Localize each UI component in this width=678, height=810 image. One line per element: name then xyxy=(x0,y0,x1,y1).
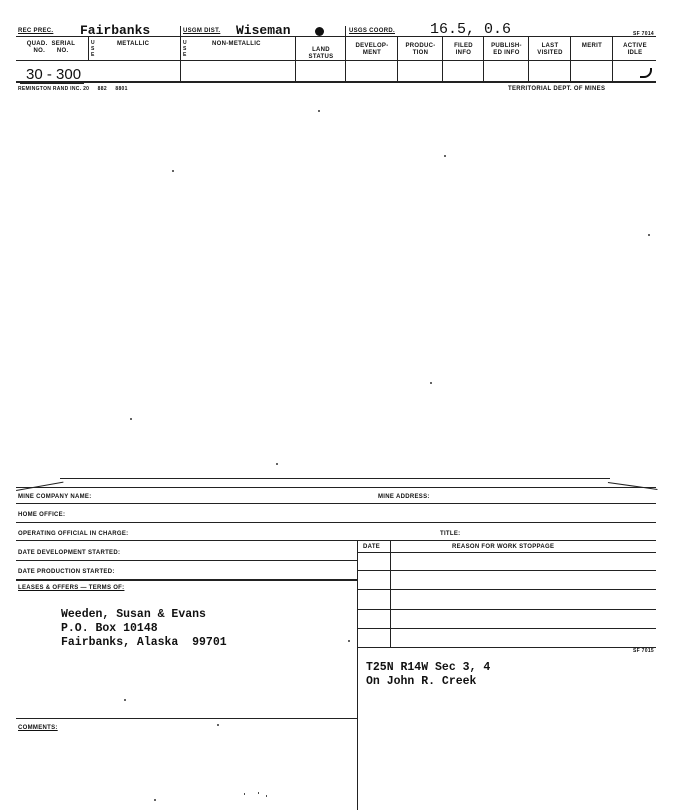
location-line-2: On John R. Creek xyxy=(366,675,477,688)
lessee-line-2: P.O. Box 10148 xyxy=(61,622,158,635)
punch-mark xyxy=(315,27,324,36)
lessee-line-1: Weeden, Susan & Evans xyxy=(61,608,206,621)
address-label: MINE ADDRESS: xyxy=(378,494,430,500)
header-last-visited: LAST VISITED xyxy=(537,43,563,56)
header-published-info: PUBLISH- ED INFO xyxy=(491,43,522,56)
date-header: DATE xyxy=(363,544,381,550)
coord-label: USGS COORD. xyxy=(349,28,395,34)
header-land-status: LAND STATUS xyxy=(308,47,334,60)
comments-label: COMMENTS: xyxy=(18,725,58,731)
dev-started-label: DATE DEVELOPMENT STARTED: xyxy=(18,550,121,556)
lessee-line-3: Fairbanks, Alaska 99701 xyxy=(61,636,227,649)
header-metallic: METALLIC xyxy=(117,41,150,47)
quad-serial-value: 30 - 300 xyxy=(26,66,82,83)
header-development: DEVELOP- MENT xyxy=(355,43,389,56)
reason-header: REASON FOR WORK STOPPAGE xyxy=(452,544,555,550)
title-label: TITLE: xyxy=(440,531,461,537)
official-label: OPERATING OFFICIAL IN CHARGE: xyxy=(18,531,129,537)
rec-prec-value: Fairbanks xyxy=(80,23,151,38)
company-label: MINE COMPANY NAME: xyxy=(18,494,92,500)
coord-value: 16.5, 0.6 xyxy=(430,21,512,38)
header-quad-serial: QUAD. SERIAL NO. NO. xyxy=(26,41,76,54)
form-code-bottom: SF 7015 xyxy=(633,648,655,654)
mining-district-label: USGM DIST. xyxy=(183,28,221,34)
header-production: PRODUC- TION xyxy=(405,43,436,56)
form-code-top: SF 7014 xyxy=(633,31,655,37)
check-mark xyxy=(640,68,652,78)
home-office-label: HOME OFFICE: xyxy=(18,512,66,518)
header-non-metallic: NON-METALLIC xyxy=(212,41,261,47)
mining-district-value: Wiseman xyxy=(236,23,291,38)
rec-prec-label: REC PREC. xyxy=(18,28,54,34)
header-merit: MERIT xyxy=(581,43,603,49)
footer-right: TERRITORIAL DEPT. OF MINES xyxy=(508,86,606,92)
footer-left: REMINGTON RAND INC. 20 882 8801 xyxy=(18,86,128,92)
location-line-1: T25N R14W Sec 3, 4 xyxy=(366,661,491,674)
header-filed-info: FILED INFO xyxy=(454,43,473,56)
quad-serial-underline xyxy=(20,83,84,84)
prod-started-label: DATE PRODUCTION STARTED: xyxy=(18,569,115,575)
header-active-idle: ACTIVE IDLE xyxy=(623,43,647,56)
leases-label: LEASES & OFFERS — TERMS OF: xyxy=(18,585,125,591)
header-use-1: U S E xyxy=(91,40,95,58)
header-use-2: U S E xyxy=(183,40,187,58)
